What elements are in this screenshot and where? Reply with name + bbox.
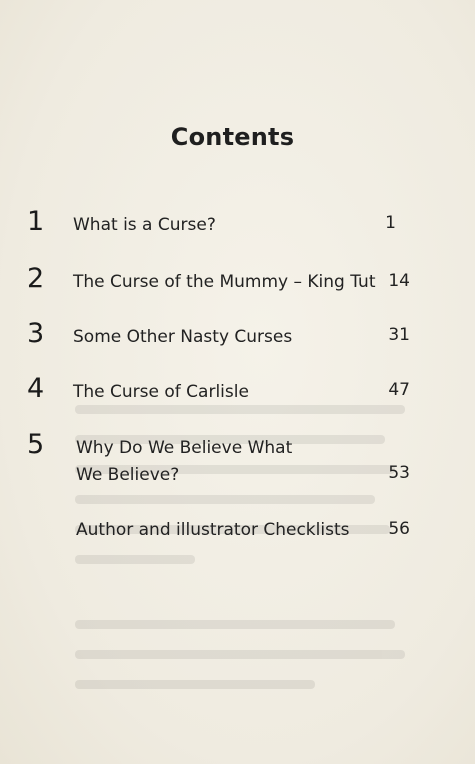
chapter-title-5-line-2: We Believe? <box>76 465 180 485</box>
page-number-3: 31 <box>388 325 410 345</box>
chapter-number-2: 2 <box>27 263 45 294</box>
chapter-title-2: The Curse of the Mummy – King Tut <box>73 272 376 292</box>
chapter-number-5: 5 <box>27 429 45 460</box>
chapter-number-3: 3 <box>27 318 45 349</box>
page-number-1: 1 <box>385 213 396 233</box>
contents-heading: Contents <box>170 123 295 151</box>
chapter-number-4: 4 <box>27 373 45 404</box>
page-number-4: 47 <box>388 380 410 400</box>
chapter-title-1: What is a Curse? <box>73 215 216 235</box>
page-number-checklists: 56 <box>388 519 410 539</box>
chapter-number-1: 1 <box>27 206 45 237</box>
chapter-title-5-line-1: Why Do We Believe What <box>76 438 293 458</box>
page-number-2: 14 <box>388 271 410 291</box>
chapter-title-4: The Curse of Carlisle <box>73 382 249 402</box>
checklists-title: Author and illustrator Checklists <box>76 520 350 540</box>
page-number-5: 53 <box>388 463 410 483</box>
chapter-title-3: Some Other Nasty Curses <box>73 327 293 347</box>
